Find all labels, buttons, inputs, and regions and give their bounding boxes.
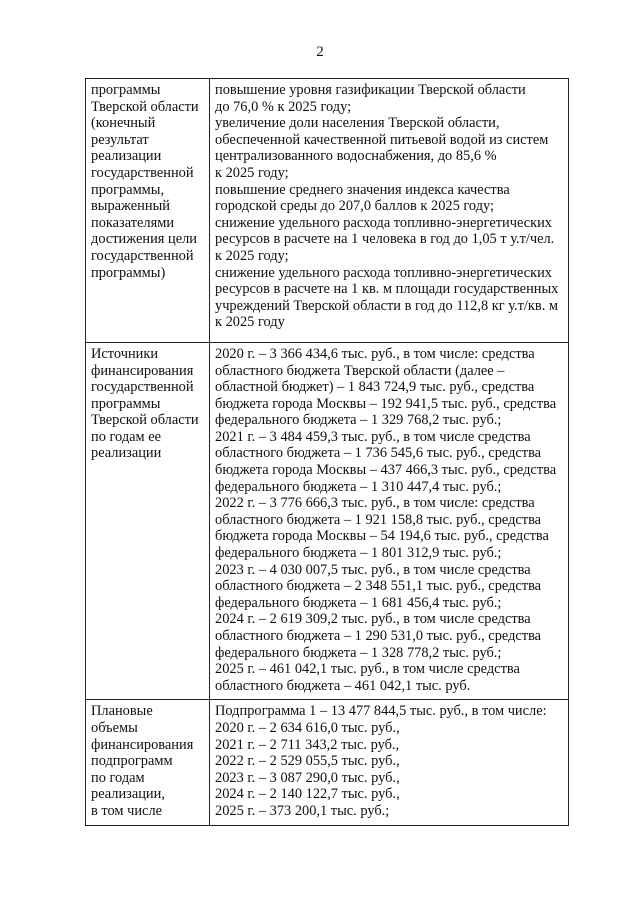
value-line: областного бюджета – 2 348 551,1 тыс. руб., средства [215,578,542,595]
value-line: 2020 г. – 3 366 434,6 тыс. руб., в том числе: средства [215,345,535,362]
value-line: областного бюджета – 1 921 158,8 тыс. руб., средства [215,511,542,528]
label-line: объемы [91,719,138,736]
page-number: 2 [316,44,324,60]
value-line: 2022 г. – 3 776 666,3 тыс. руб., в том числе: средства [215,495,535,512]
label-line: программы [91,395,161,412]
value-line: федерального бюджета – 1 310 447,4 тыс. руб.; [215,478,502,495]
value-line: бюджета города Москвы – 437 466,3 тыс. руб., средства [215,462,557,479]
label-line: Тверской области [91,98,199,115]
label-line: в том числе [91,802,163,819]
value-line: 2024 г. – 2 619 309,2 тыс. руб., в том числе средства [215,611,531,628]
row-label-cell [86,342,210,699]
value-line: увеличение доли населения Тверской области, [215,115,500,132]
value-line: бюджета города Москвы – 54 194,6 тыс. руб., средства [215,528,549,545]
value-line: федерального бюджета – 1 329 768,2 тыс. руб.; [215,412,502,429]
value-line: к 2025 году; [215,164,289,181]
value-line: федерального бюджета – 1 681 456,4 тыс. руб.; [215,594,502,611]
label-line: достижения цели [91,231,197,248]
label-line: Плановые [91,703,153,720]
row-value-cell [210,79,569,343]
label-line: государственной [91,164,194,181]
label-line: выраженный [91,198,170,215]
value-line: до 76,0 % к 2025 году; [215,98,352,115]
value-line: федерального бюджета – 1 328 778,2 тыс. руб.; [215,644,502,661]
value-line: 2023 г. – 3 087 290,0 тыс. руб., [215,769,400,786]
label-line: реализации, [91,786,165,803]
value-line: областного бюджета – 1 736 545,6 тыс. руб., средства [215,445,542,462]
label-line: подпрограмм [91,753,173,770]
value-line: областного бюджета Тверской области (далее – [215,362,505,379]
value-line: 2021 г. – 3 484 459,3 тыс. руб., в том числе средства [215,428,531,445]
value-line: Подпрограмма 1 – 13 477 844,5 тыс. руб., в том числе: [215,703,547,720]
label-line: реализации [91,445,162,462]
table-row [86,700,569,825]
label-line: показателями [91,214,175,231]
label-line: программы [91,82,161,98]
label-line: финансирования [91,736,194,753]
value-line: снижение удельного расхода топливно-энергетических [215,264,552,281]
value-line: 2020 г. – 2 634 616,0 тыс. руб., [215,719,400,736]
value-line: областной бюджет) – 1 843 724,9 тыс. руб., средства [215,379,535,396]
row-value-cell [210,700,569,825]
program-passport-table [85,78,569,826]
table-row [86,79,569,343]
value-line: областного бюджета – 461 042,1 тыс. руб. [215,677,471,694]
row-value-cell [210,342,569,699]
value-line: 2024 г. – 2 140 122,7 тыс. руб., [215,786,400,803]
value-line: централизованного водоснабжения, до 85,6 % [215,148,497,165]
value-line: учреждений Тверской области в год до 112,8 кг у.т/кв. м [215,297,558,314]
value-line: 2021 г. – 2 711 343,2 тыс. руб., [215,736,400,753]
value-line: 2025 г. – 461 042,1 тыс. руб., в том числе средства [215,661,520,678]
label-line: программы) [91,264,166,281]
value-line: к 2025 году; [215,247,289,264]
value-line: ресурсов в расчете на 1 кв. м площади государственных [215,281,559,298]
value-line: ресурсов в расчете на 1 человека в год до 1,05 т у.т/чел. [215,231,555,248]
value-line: обеспеченной качественной питьевой водой из систем [215,131,549,148]
value-line: федерального бюджета – 1 801 312,9 тыс. руб.; [215,545,502,562]
label-line: (конечный [91,115,156,132]
value-line: к 2025 году [215,314,285,331]
table-body [86,79,569,826]
row-label-cell [86,79,210,343]
label-line: государственной [91,379,194,396]
value-line: повышение среднего значения индекса качества [215,181,510,198]
label-line: по годам [91,769,145,786]
value-line: областного бюджета – 1 290 531,0 тыс. руб., средства [215,628,542,644]
value-line: 2023 г. – 4 030 007,5 тыс. руб., в том числе средства [215,561,531,578]
value-line: 2022 г. – 2 529 055,5 тыс. руб., [215,753,400,770]
value-line: повышение уровня газификации Тверской области [215,82,526,98]
label-line: государственной [91,247,194,264]
label-line: финансирования [91,362,194,379]
value-line: 2025 г. – 373 200,1 тыс. руб.; [215,802,390,819]
label-line: результат [91,131,149,148]
row-label-cell [86,700,210,825]
label-line: Источники [91,345,159,362]
label-line: Тверской области [91,412,199,429]
label-line: реализации [91,148,162,165]
table-row [86,342,569,699]
value-line: бюджета города Москвы – 192 941,5 тыс. руб., средства [215,395,557,412]
label-line: программы, [91,181,165,198]
value-line: снижение удельного расхода топливно-энергетических [215,214,552,231]
label-line: по годам ее [91,428,162,445]
value-line: городской среды до 207,0 баллов к 2025 году; [215,198,495,215]
